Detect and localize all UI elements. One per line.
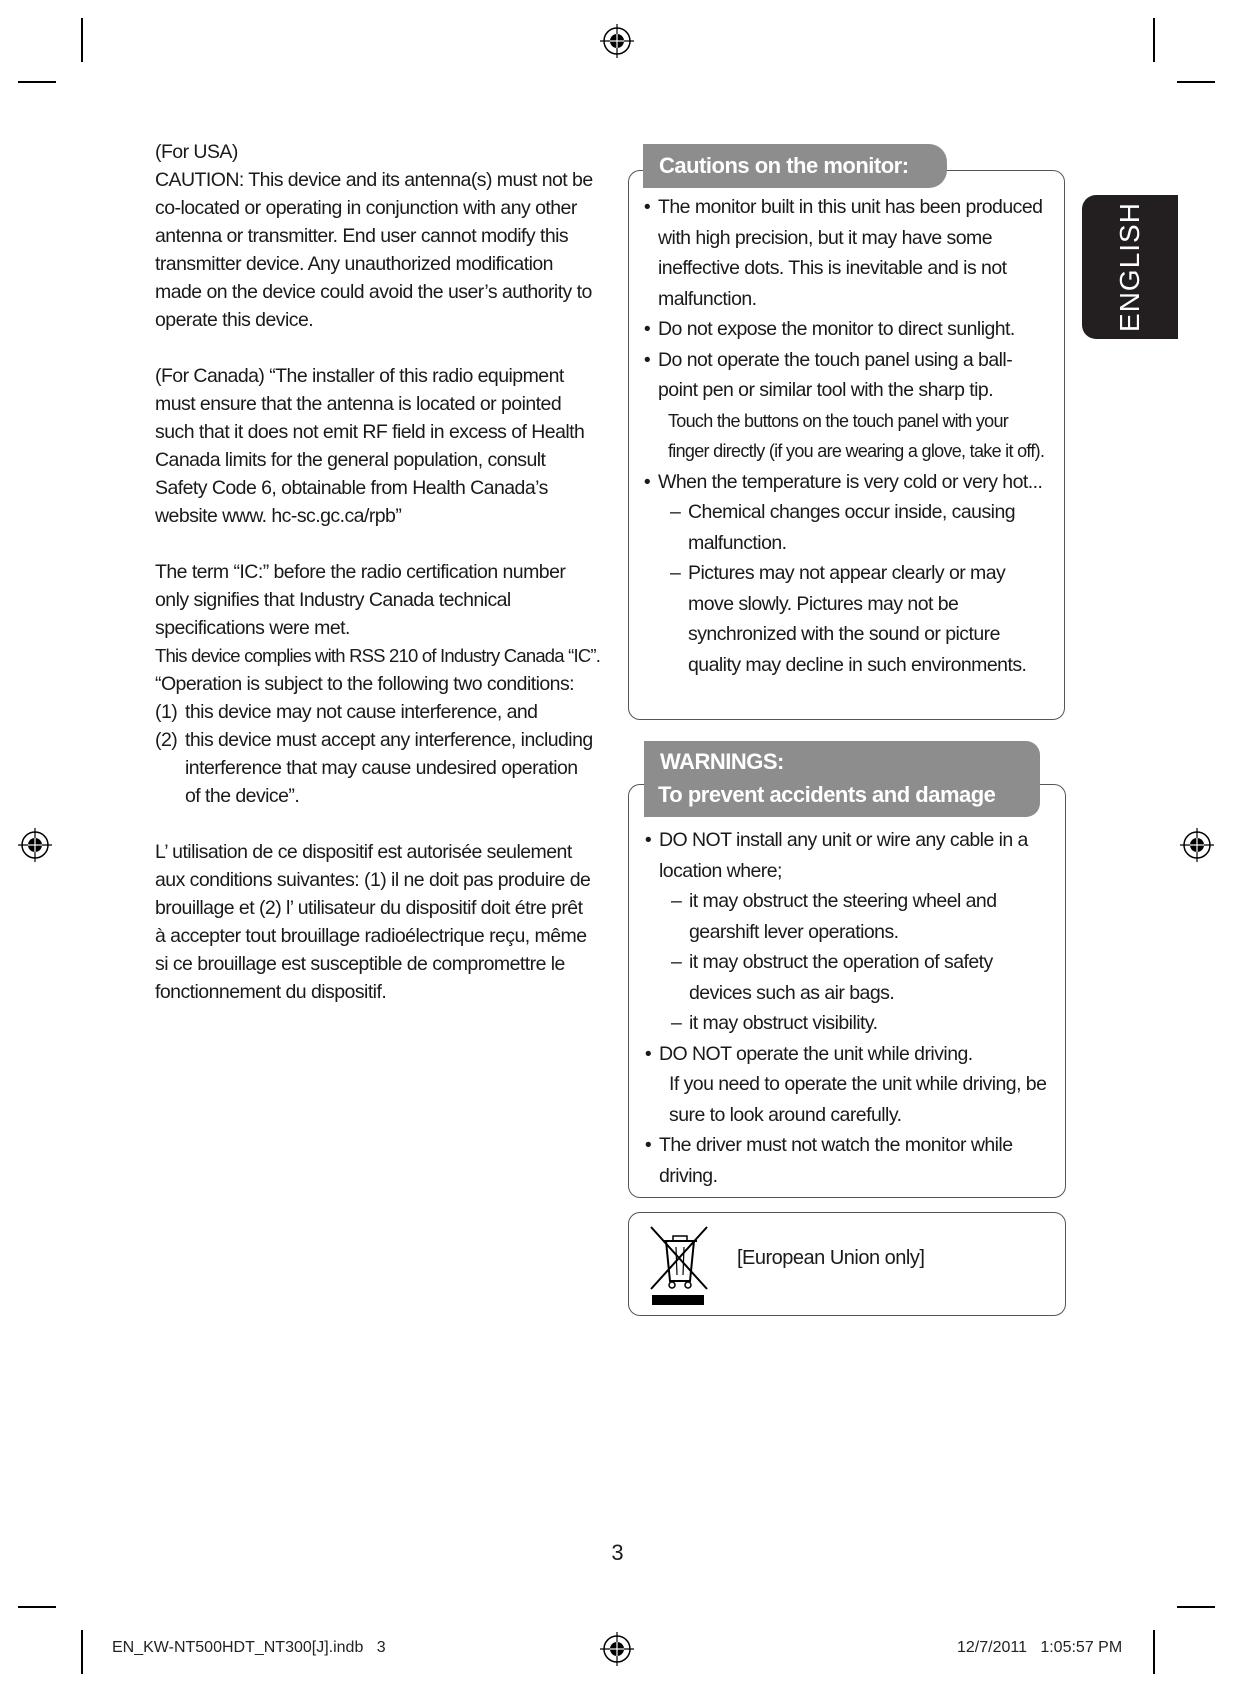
language-label: ENGLISH (1114, 202, 1145, 332)
list-item: • Do not expose the monitor to direct sunlight. (643, 318, 1015, 340)
eu-disposal-box (628, 1212, 1066, 1316)
warnings-title: WARNINGS: To prevent accidents and damage (644, 741, 1040, 817)
list-note: Touch the buttons on the touch panel with your finger directly (if you are wearing a glove, take it off). (668, 410, 1045, 461)
cautions-list (636, 192, 1050, 680)
footer-filename: EN_KW-NT500HDT_NT300[J].indb 3 (112, 1639, 386, 1656)
eu-label: [European Union only] (737, 1247, 925, 1269)
list-item: • When the temperature is very cold or very hot... (643, 470, 1043, 493)
registration-mark-icon (1180, 828, 1214, 862)
page-number: 3 (611, 1540, 624, 1565)
crop-mark (1153, 1630, 1155, 1674)
list-item: • The driver must not watch the monitor while driving. (644, 1134, 1013, 1187)
crop-mark (1177, 81, 1215, 83)
warnings-list (637, 825, 1053, 1191)
sub-list-item: – Pictures may not appear clearly or may move slowly. Pictures may not be synchronized with the sound or picture quality may decline in such environments. (670, 562, 1027, 676)
language-tab (1082, 195, 1178, 339)
registration-mark-icon (18, 828, 52, 862)
cautions-title: Cautions on the monitor: (643, 144, 947, 188)
usa-heading: (For USA) (155, 141, 238, 163)
list-item: • Do not operate the touch panel using a ball-point pen or similar tool with the sharp tip. (643, 348, 1013, 401)
registration-mark-icon (600, 24, 634, 58)
crop-mark (18, 1606, 56, 1608)
french-notice: L’ utilisation de ce dispositif est autorisée seulement aux conditions suivantes: (1) il ne doit pas produire de brouillage et (2) l’ utilisateur du dispositif doit étre prêt à accepter tout brouillage radioélectrique reçu, même si ce brouillage est susceptible de compromettre le fonctionnement du dispositif. (155, 841, 591, 1003)
crossed-out-bin-icon (647, 1223, 711, 1305)
condition-item (155, 698, 595, 726)
condition-text: this device must accept any interference, including interference that may cause undesired operation of the device”. (185, 729, 593, 807)
rss-notice: This device complies with RSS 210 of Industry Canada “IC”. (155, 645, 601, 666)
crop-mark (18, 81, 56, 83)
condition-number: (2) (155, 729, 178, 751)
regulatory-notices (155, 138, 601, 1006)
condition-number: (1) (155, 701, 178, 723)
list-item: • DO NOT operate the unit while driving. (644, 1042, 973, 1065)
sub-list-item: – it may obstruct the operation of safety devices such as air bags. (671, 951, 993, 1004)
registration-mark-icon (600, 1632, 634, 1666)
operation-notice: “Operation is subject to the following two conditions: (155, 673, 575, 695)
sub-list-item: – Chemical changes occur inside, causing malfunction. (670, 501, 1016, 554)
footer-timestamp: 12/7/2011 1:05:57 PM (957, 1639, 1123, 1656)
sub-list-item: – it may obstruct the steering wheel and gearshift lever operations. (671, 890, 997, 943)
list-note: If you need to operate the unit while driving, be sure to look around carefully. (669, 1073, 1047, 1126)
crop-mark (81, 1630, 83, 1674)
crop-mark (81, 18, 83, 62)
sub-list-item: – it may obstruct visibility. (671, 1012, 878, 1034)
crop-mark (1177, 1606, 1215, 1608)
usa-caution: CAUTION: This device and its antenna(s) must not be co-located or operating in conjunction with any other antenna or transmitter. End user cannot modify this transmitter device. Any unauthorized modification made on the device could avoid the user’s authority to operate this device. (155, 169, 593, 331)
list-item: • The monitor built in this unit has been produced with high precision, but it may have some ineffective dots. This is inevitable and is not malfunction. (643, 196, 1043, 310)
crop-mark (1153, 18, 1155, 62)
list-item: • DO NOT install any unit or wire any cable in a location where; (644, 829, 1028, 882)
canada-notice: (For Canada) “The installer of this radio equipment must ensure that the antenna is located or pointed such that it does not emit RF field in excess of Health Canada limits for the general population, consult Safety Code 6, obtainable from Health Canada’s website www. hc-sc.gc.ca/rpb” (155, 365, 585, 527)
ic-term-notice: The term “IC:” before the radio certification number only signifies that Industry Canada technical specifications were met. (155, 561, 566, 639)
condition-item (155, 726, 595, 810)
condition-text: this device may not cause interference, and (185, 701, 538, 723)
